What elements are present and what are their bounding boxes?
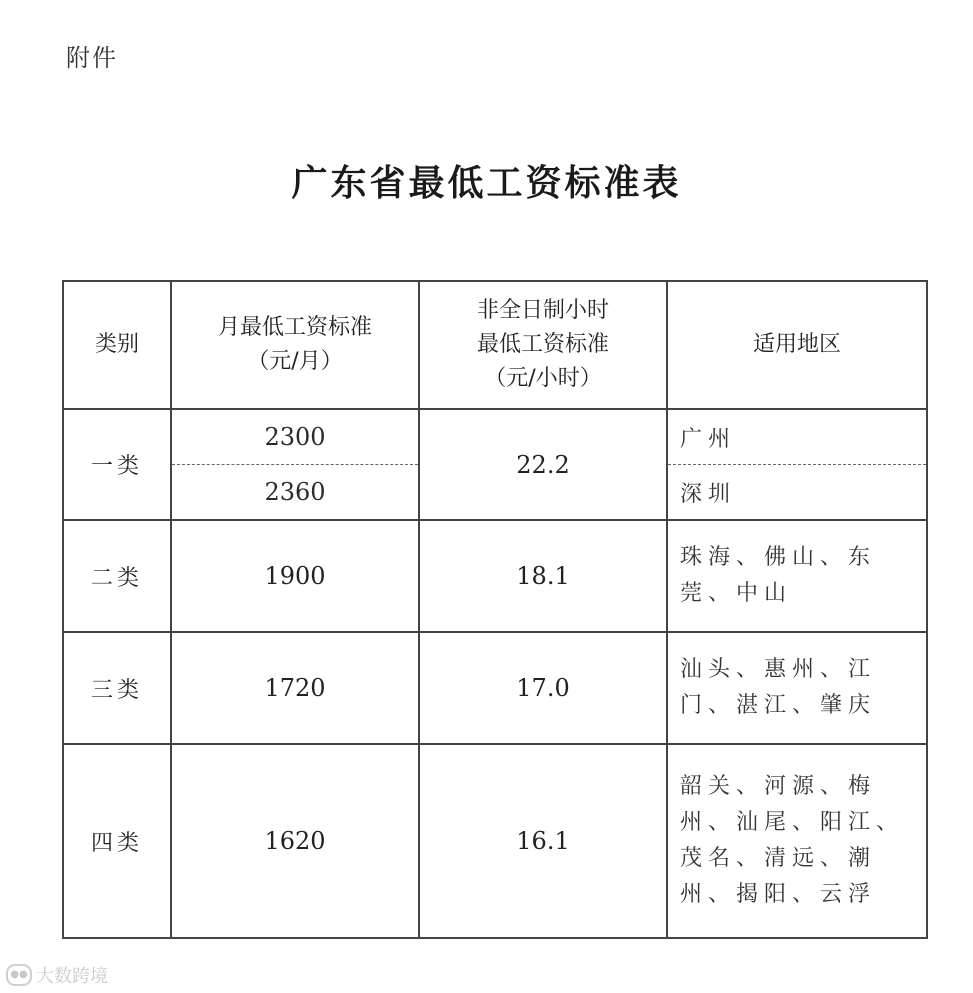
category-cell: 一类 (63, 409, 171, 520)
hourly-wage-cell: 22.2 (419, 409, 667, 520)
table-header-row (63, 281, 927, 409)
watermark (6, 962, 108, 988)
minimum-wage-table (62, 280, 928, 939)
watermark-logo-icon: ●● (6, 964, 32, 986)
hourly-wage-cell: 17.0 (419, 632, 667, 744)
category-cell: 四类 (63, 744, 171, 938)
table-row (63, 409, 927, 520)
page-title: 广东省最低工资标准表 (291, 163, 682, 204)
hourly-wage-cell: 18.1 (419, 520, 667, 632)
region-cell (667, 632, 927, 744)
category-cell: 三类 (63, 632, 171, 744)
monthly-wage-cell (171, 409, 419, 520)
category-cell: 二类 (63, 520, 171, 632)
monthly-wage-cell: 1720 (171, 632, 419, 744)
watermark-text: 大数跨境 (36, 966, 108, 987)
region-list: 珠海、佛山、东莞、中山 (680, 545, 877, 606)
hourly-wage-cell: 16.1 (419, 744, 667, 938)
header-category: 类别 (63, 281, 171, 409)
monthly-wage-value: 2360 (264, 478, 326, 506)
region-list: 汕头、惠州、江门、湛江、肇庆 (680, 657, 877, 718)
table-row (63, 520, 927, 632)
monthly-wage-cell: 1900 (171, 520, 419, 632)
region-list: 韶关、河源、梅州、汕尾、阳江、茂名、清远、潮州、揭阳、云浮 (680, 774, 905, 907)
region-name: 广州 (668, 410, 926, 465)
attachment-label: 附件 (66, 44, 118, 72)
monthly-wage-cell: 1620 (171, 744, 419, 938)
header-region: 适用地区 (667, 281, 927, 409)
table-row (63, 744, 927, 938)
region-cell (667, 744, 927, 938)
header-monthly: 月最低工资标准 （元/月） (171, 281, 419, 409)
region-cell (667, 520, 927, 632)
region-name: 深圳 (680, 481, 737, 507)
monthly-wage-value: 2300 (172, 410, 418, 465)
header-hourly: 非全日制小时 最低工资标准 （元/小时） (419, 281, 667, 409)
region-cell (667, 409, 927, 520)
table-row (63, 632, 927, 744)
